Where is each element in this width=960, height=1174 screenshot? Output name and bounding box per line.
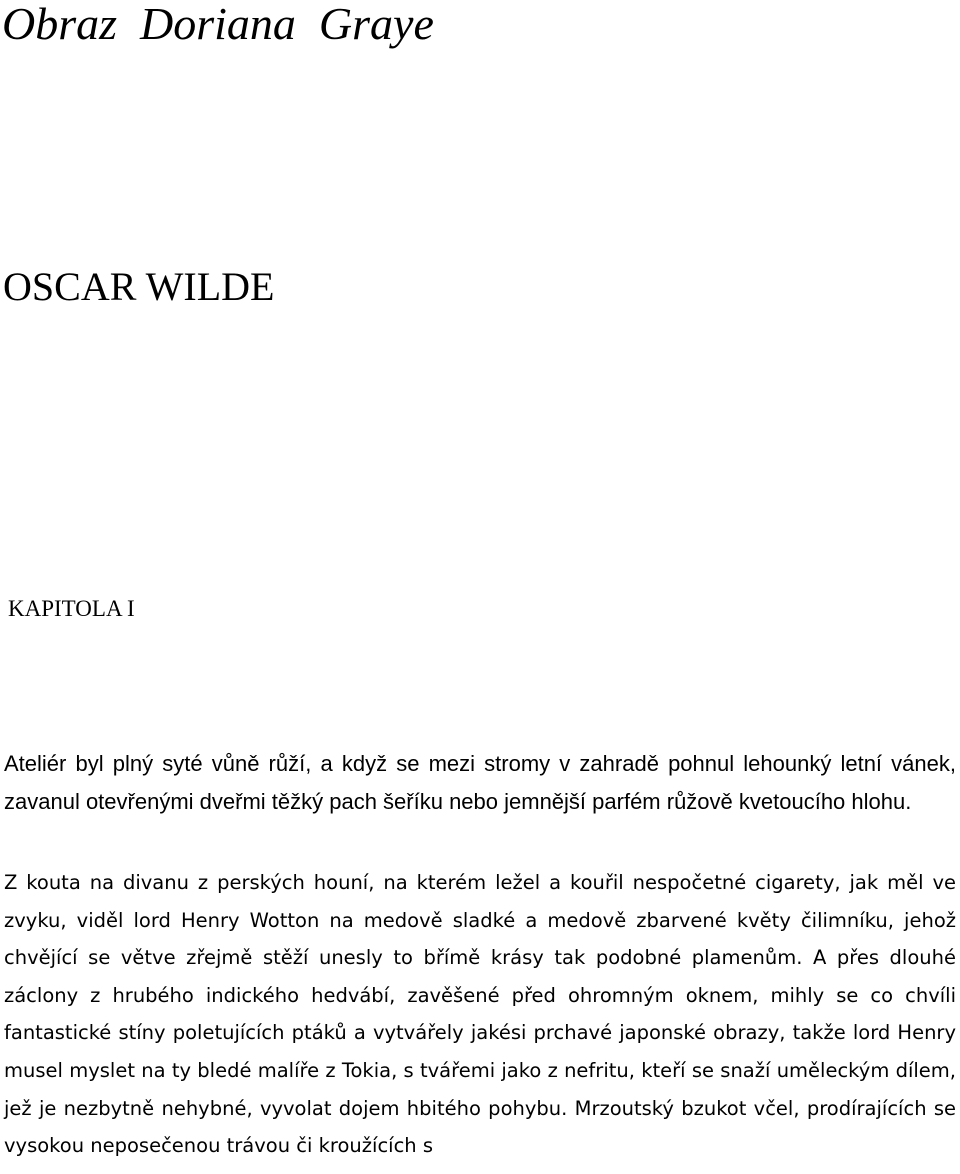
author-name: OSCAR WILDE xyxy=(3,264,275,309)
paragraph-1: Ateliér byl plný syté vůně růží, a když se mezi stromy v zahradě pohnul lehounký letní vánek, zavanul otevřenými dveřmi těžký pach šeříku nebo jemnější parfém růžově kvetoucího hlohu. xyxy=(4,751,956,814)
chapter-heading: KAPITOLA I xyxy=(8,596,135,621)
paragraph-2: Z kouta na divanu z perských houní, na kterém ležel a kouřil nespočetné cigarety, jak měl ve zvyku, viděl lord Henry Wotton na medově sladké a medově zbarvené květy čilimníku, jehož chvějící se větve zřejmě stěží unesly to břímě krásy tak podobné plamenům. A přes dlouhé záclony z hrubého indického hedvábí, zavěšené před ohromným oknem, mihly se co chvíli fantastické stíny poletujících ptáků a vytvářely jakési prchavé japonské obrazy, takže lord Henry musel myslet na ty bledé malíře z Tokia, s tvářemi jako z nefritu, kteří se snaží uměleckým dílem, jež je nezbytně nehybné, vyvolat dojem hbitého pohybu. Mrzoutský bzukot včel, prodírajících se vysokou neposečenou trávou či kroužících s xyxy=(4,871,956,1158)
book-title: Obraz Doriana Graye xyxy=(2,0,434,49)
